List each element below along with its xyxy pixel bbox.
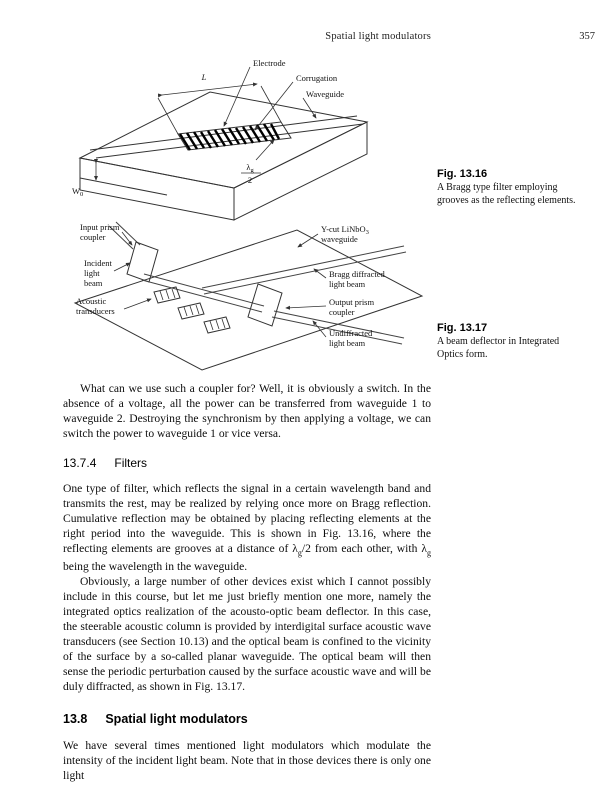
heading-slm-number: 13.8 [63, 712, 88, 727]
caption-13-17-text: A beam deflector in Integrated Optics form. [437, 336, 560, 360]
label-length: L [201, 72, 207, 82]
running-head-title: Spatial light modulators [325, 31, 431, 42]
caption-13-16-label: Fig. 13.16 [437, 168, 488, 180]
label-bragg-beam: Bragg diffracted [329, 269, 385, 279]
label-ycut-waveguide-2: waveguide [321, 234, 358, 244]
label-ycut-waveguide: Y-cut LiNbO$_3$ [321, 224, 369, 236]
label-w0: $W_0$ [72, 186, 84, 198]
body-text-column [63, 381, 431, 783]
label-acoustic-transducers-2: transducers [76, 306, 115, 316]
paragraph-filters: One type of filter, which reflects the signal in a certain wavelength band and transmits the rest, may be realized by relying once more on Bragg reflection. Cumulative reflection may be obtained by placing reflecting elements at the right period into the waveguide. This is shown in Fig. 13.16, where the reflecting elements are grooves at a distance of $\lambda_g/2$ from each other, with $\lambda_g$ being the wavelength in the waveguide. [63, 481, 431, 573]
length-dimension [158, 72, 281, 134]
label-incident-beam-3: beam [84, 278, 103, 288]
paragraph-beam-deflector: Obviously, a large number of other devices exist which I cannot possibly include in this course, but let me just briefly mention one more, namely the integrated optics realization of the acousto-optic beam deflector. In this case, the steerable acoustic column is provided by interdigital surface acoustic wave transducers (see Section 10.13) and the optical beam is confined to the vicinity of the surface by a so-called planar waveguide. The optical beam will then sense the periodic perturbation caused by the surface acoustic wave and will be duly diffracted, as shown in Fig. 13.17. [63, 574, 431, 694]
label-electrode: Electrode [253, 58, 286, 68]
fig17-left-callouts [76, 222, 151, 316]
label-waveguide: Waveguide [306, 89, 345, 99]
label-incident-beam: Incident [84, 258, 112, 268]
label-input-prism: Input prism [80, 222, 120, 232]
heading-spatial-light-modulators [63, 711, 431, 727]
heading-filters [63, 456, 431, 472]
substrate-block [80, 92, 367, 220]
fig16-callouts [224, 58, 344, 130]
figure-13-16 [52, 50, 392, 222]
label-input-prism-2: coupler [80, 232, 106, 242]
caption-13-17-label: Fig. 13.17 [437, 322, 488, 334]
label-acoustic-transducers: Acoustic [76, 296, 107, 306]
groove-spacing-dimension [241, 140, 274, 185]
figure-13-17 [52, 216, 440, 380]
paragraph-modulators-intro: We have several times mentioned light modulators which modulate the intensity of the incident light beam. Note that in those devices there is only one light [63, 738, 431, 782]
label-denominator: 2 [247, 175, 253, 185]
label-corrugation: Corrugation [296, 73, 338, 83]
heading-slm-title: Spatial light modulators [105, 712, 248, 727]
label-incident-beam-2: light [84, 268, 100, 278]
label-undiffracted-beam: Undiffracted [329, 328, 373, 338]
paragraph-coupler-switch: What can we use such a coupler for? Well, it is obviously a switch. In the absence of a voltage, all the power can be transferred from waveguide 1 to waveguide 2. Destroying the synchronism by then applying a voltage, we can switch the power to waveguide 1 or vice versa. [63, 382, 431, 441]
label-output-prism: Output prism [329, 297, 375, 307]
bragg-filter-diagram [52, 50, 392, 222]
label-undiffracted-beam-2: light beam [329, 338, 366, 348]
output-prism [248, 284, 282, 326]
heading-filters-title: Filters [114, 456, 148, 471]
caption-13-16-text: A Bragg type filter employing grooves as the reflecting elements. [437, 182, 576, 206]
label-lambda-numerator: $\lambda_g$ [246, 162, 254, 174]
heading-filters-number: 13.7.4 [63, 456, 97, 471]
caption-13-17 [437, 322, 587, 362]
label-output-prism-2: coupler [329, 307, 355, 317]
label-bragg-beam-2: light beam [329, 279, 366, 289]
page-number: 357 [579, 31, 595, 42]
fig17-right-callouts [286, 224, 386, 348]
beam-deflector-diagram [52, 216, 440, 380]
caption-13-16 [437, 168, 587, 208]
